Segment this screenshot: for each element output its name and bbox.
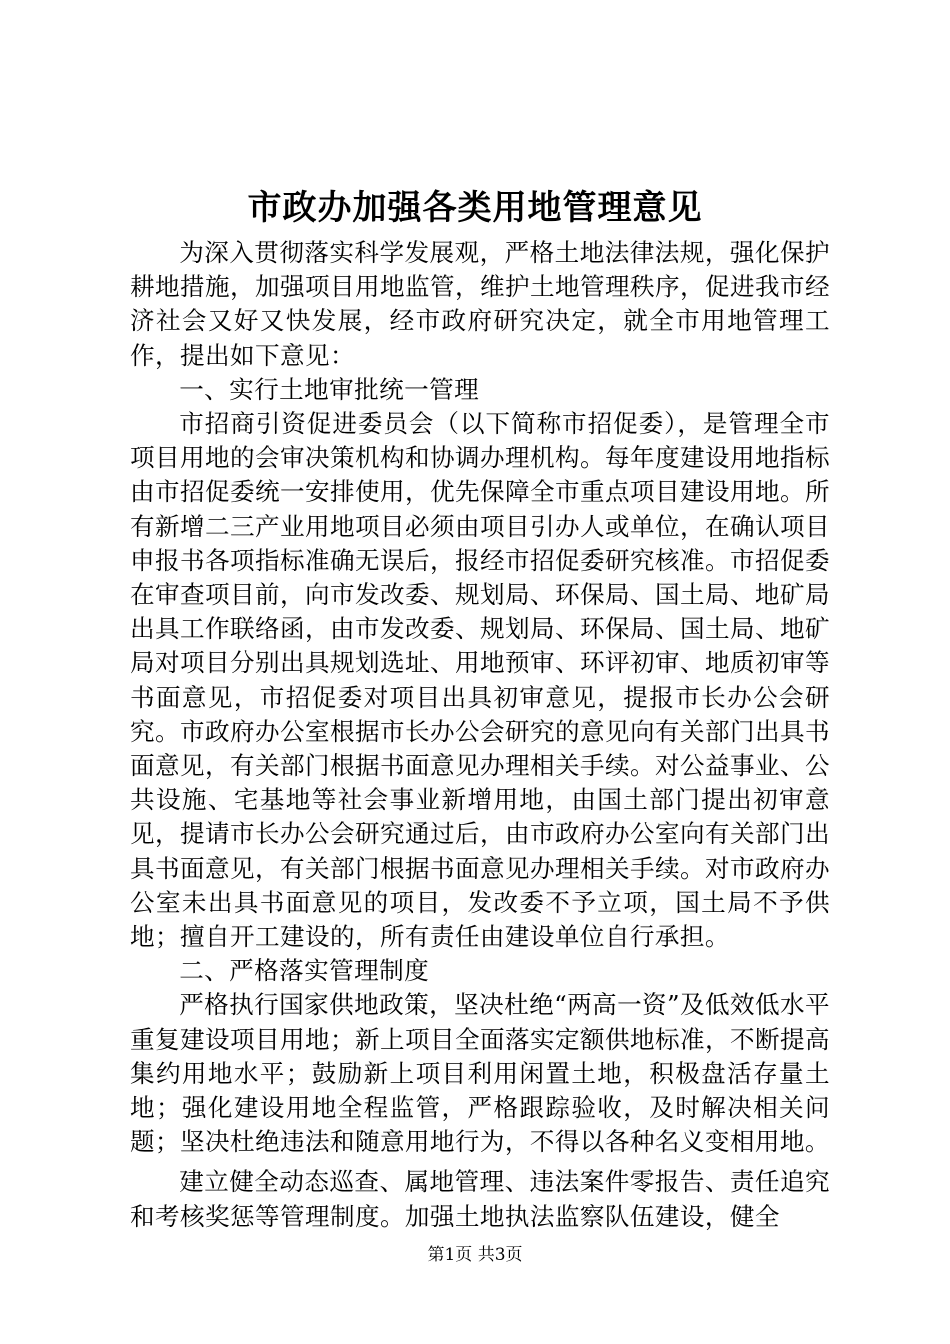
document-body xyxy=(130,236,830,1234)
paragraph-intro: 为深入贯彻落实科学发展观，严格土地法律法规，强化保护耕地措施，加强项目用地监管，维护土地管理秩序，促进我市经济社会又好又快发展，经市政府研究决定，就全市用地管理工作，提出如下意见： xyxy=(130,238,830,370)
section-heading-1: 一、实行土地审批统一管理 xyxy=(179,374,480,404)
page-footer: 第1页 共3页 xyxy=(427,1245,523,1265)
page-title: 市政办加强各类用地管理意见 xyxy=(247,188,703,228)
paragraph-section-2: 严格执行国家供地政策，坚决杜绝“两高一资”及低效低水平重复建设项目用地；新上项目全面落实定额供地标准，不断提高集约用地水平；鼓励新上项目利用闲置土地，积极盘活存量土地；强化建设用地全程监管，严格跟踪验收，及时解决相关问题；坚决杜绝违法和随意用地行为，不得以各种名义变相用地。 xyxy=(130,990,830,1157)
paragraph-section-2b: 建立健全动态巡查、属地管理、违法案件零报告、责任追究和考核奖惩等管理制度。加强土地执法监察队伍建设，健全 xyxy=(130,1167,830,1231)
paragraph-section-1: 市招商引资促进委员会（以下简称市招促委），是管理全市项目用地的会审决策机构和协调办理机构。每年度建设用地指标由市招促委统一安排使用，优先保障全市重点项目建设用地。所有新增二三产业用地项目必须由项目引办人或单位，在确认项目申报书各项指标准确无误后，报经市招促委研究核准。市招促委在审查项目前，向市发改委、规划局、环保局、国土局、地矿局出具工作联络函，由市发改委、规划局、环保局、国土局、地矿局对项目分别出具规划选址、用地预审、环评初审、地质初审等书面意见，市招促委对项目出具初审意见，提报市长办公会研究。市政府办公室根据市长办公会研究的意见向有关部门出具书面意见，有关部门根据书面意见办理相关手续。对公益事业、公共设施、宅基地等社会事业新增用地，由国土部门提出初审意见，提请市长办公会研究通过后，由市政府办公室向有关部门出具书面意见，有关部门根据书面意见办理相关手续。对市政府办公室未出具书面意见的项目，发改委不予立项，国土局不予供地；擅自开工建设的，所有责任由建设单位自行承担。 xyxy=(130,409,830,952)
section-heading-2: 二、严格落实管理制度 xyxy=(179,956,430,986)
